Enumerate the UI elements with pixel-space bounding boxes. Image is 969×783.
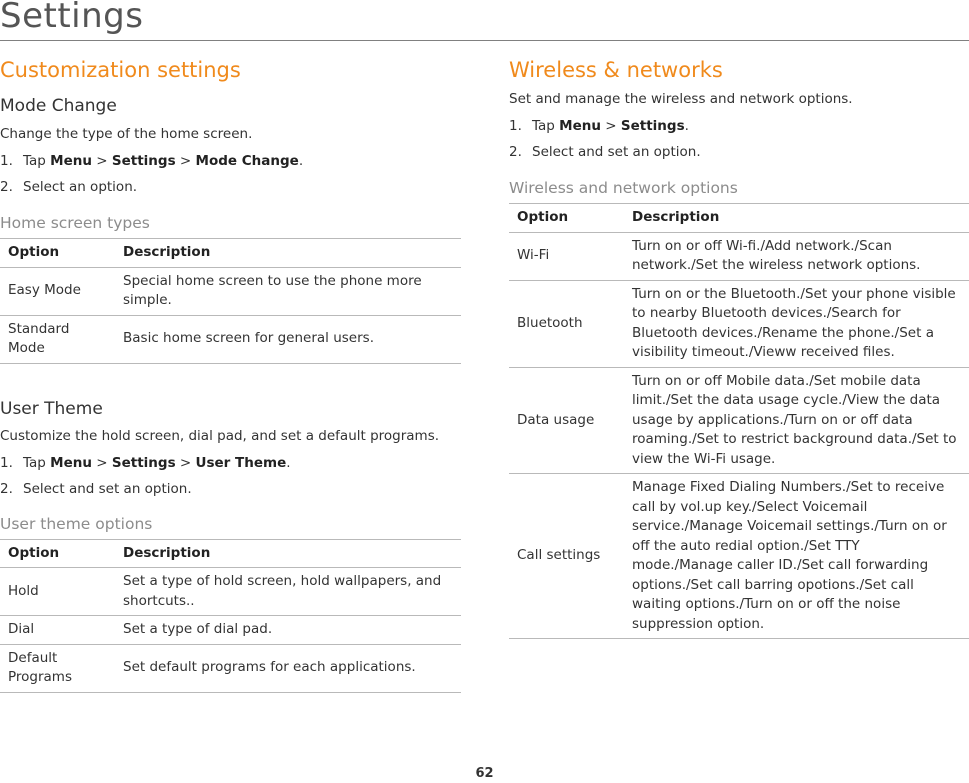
table-cell-option: Wi-Fi [509, 232, 624, 280]
table-cell-description: Turn on or off Wi-fi./Add network./Scan network./Set the wireless network options. [624, 232, 969, 280]
column-header-option: Option [509, 204, 624, 233]
menu-path-item: Settings [620, 118, 685, 134]
table-caption-user-theme-options: User theme options [0, 514, 153, 533]
step-item: 2. Select and set an option. [509, 144, 701, 160]
wireless-options-table [509, 203, 969, 639]
step-item: 2. Select an option. [0, 179, 138, 195]
table-cell-option: Standard Mode [0, 315, 115, 363]
table-row [509, 232, 969, 280]
table-cell-description: Basic home screen for general users. [115, 315, 461, 363]
table-cell-description: Turn on or off Mobile data./Set mobile data limit./Set the data usage cycle./View the data usage by applications./Turn on or off data roaming./Set to restrict background data./Set to view the Wi-Fi usage. [624, 367, 969, 474]
home-screen-types-table [0, 238, 461, 364]
user-theme-intro: Customize the hold screen, dial pad, and set a default programs. [0, 427, 440, 444]
mode-change-intro: Change the type of the home screen. [0, 126, 253, 142]
user-theme-options-table [0, 539, 461, 693]
table-cell-description: Turn on or the Bluetooth./Set your phone visible to nearby Bluetooth devices./Search for Bluetooth devices./Rename the phone./Set a visibility timeout./Vieww received files. [624, 280, 969, 367]
right-column [509, 52, 969, 639]
user-theme-steps [0, 454, 461, 499]
column-header-option: Option [0, 539, 115, 568]
title-divider [0, 40, 969, 41]
table-cell-option: Easy Mode [0, 267, 115, 315]
page-number: 62 [475, 766, 494, 781]
step-item: 1. Tap Menu > Settings > User Theme. [0, 454, 291, 471]
table-row [0, 616, 461, 645]
table-cell-description: Special home screen to use the phone more simple. [115, 267, 461, 315]
table-row [0, 644, 461, 692]
menu-path-item: Menu [559, 118, 601, 134]
table-header-row [0, 539, 461, 568]
subheading-mode-change: Mode Change [0, 96, 117, 116]
table-cell-description: Set default programs for each applications. [115, 644, 461, 692]
table-row [0, 267, 461, 315]
section-heading-wireless: Wireless & networks [509, 58, 723, 82]
table-cell-description: Set a type of hold screen, hold wallpapers, and shortcuts.. [115, 568, 461, 616]
step-item: 2. Select and set an option. [0, 480, 192, 497]
table-cell-description: Set a type of dial pad. [115, 616, 461, 645]
table-cell-option: Bluetooth [509, 280, 624, 367]
menu-path-item: Settings [111, 153, 176, 169]
table-cell-option: Call settings [509, 474, 624, 639]
table-header-row [0, 239, 461, 268]
column-header-description: Description [624, 204, 969, 233]
step-item: 1. Tap Menu > Settings > Mode Change. [0, 153, 304, 169]
table-cell-option: Hold [0, 568, 115, 616]
table-cell-description: Manage Fixed Dialing Numbers./Set to receive call by vol.up key./Select Voicemail service./Manage Voicemail settings./Turn on or off the auto redial option./Set TTY mode./Manage caller ID./Set call forwarding options./Set call barring opotions./Set call waiting options./Turn on or off the noise suppression option. [624, 474, 969, 639]
table-row [509, 280, 969, 367]
section-heading-customization: Customization settings [0, 58, 241, 82]
menu-path-item: Menu [50, 153, 92, 169]
mode-change-steps [0, 152, 461, 197]
subheading-user-theme: User Theme [0, 398, 103, 419]
page-title: Settings [0, 0, 144, 36]
table-row [509, 474, 969, 639]
table-row [0, 315, 461, 363]
step-item: 1. Tap Menu > Settings. [509, 118, 689, 134]
menu-path-item: Mode Change [195, 153, 299, 169]
column-header-description: Description [115, 239, 461, 268]
left-column [0, 52, 461, 693]
table-cell-option: Dial [0, 616, 115, 645]
column-header-option: Option [0, 239, 115, 268]
table-caption-wireless-options: Wireless and network options [509, 179, 738, 197]
table-caption-home-screen-types: Home screen types [0, 214, 150, 232]
table-cell-option: Data usage [509, 367, 624, 474]
table-row [509, 367, 969, 474]
wireless-intro: Set and manage the wireless and network options. [509, 91, 853, 107]
menu-path-item: Settings [111, 454, 176, 471]
menu-path-item: User Theme [195, 454, 287, 471]
table-header-row [509, 204, 969, 233]
menu-path-item: Menu [50, 454, 92, 471]
table-row [0, 568, 461, 616]
column-header-description: Description [115, 539, 461, 568]
table-cell-option: Default Programs [0, 644, 115, 692]
wireless-steps [509, 117, 969, 162]
